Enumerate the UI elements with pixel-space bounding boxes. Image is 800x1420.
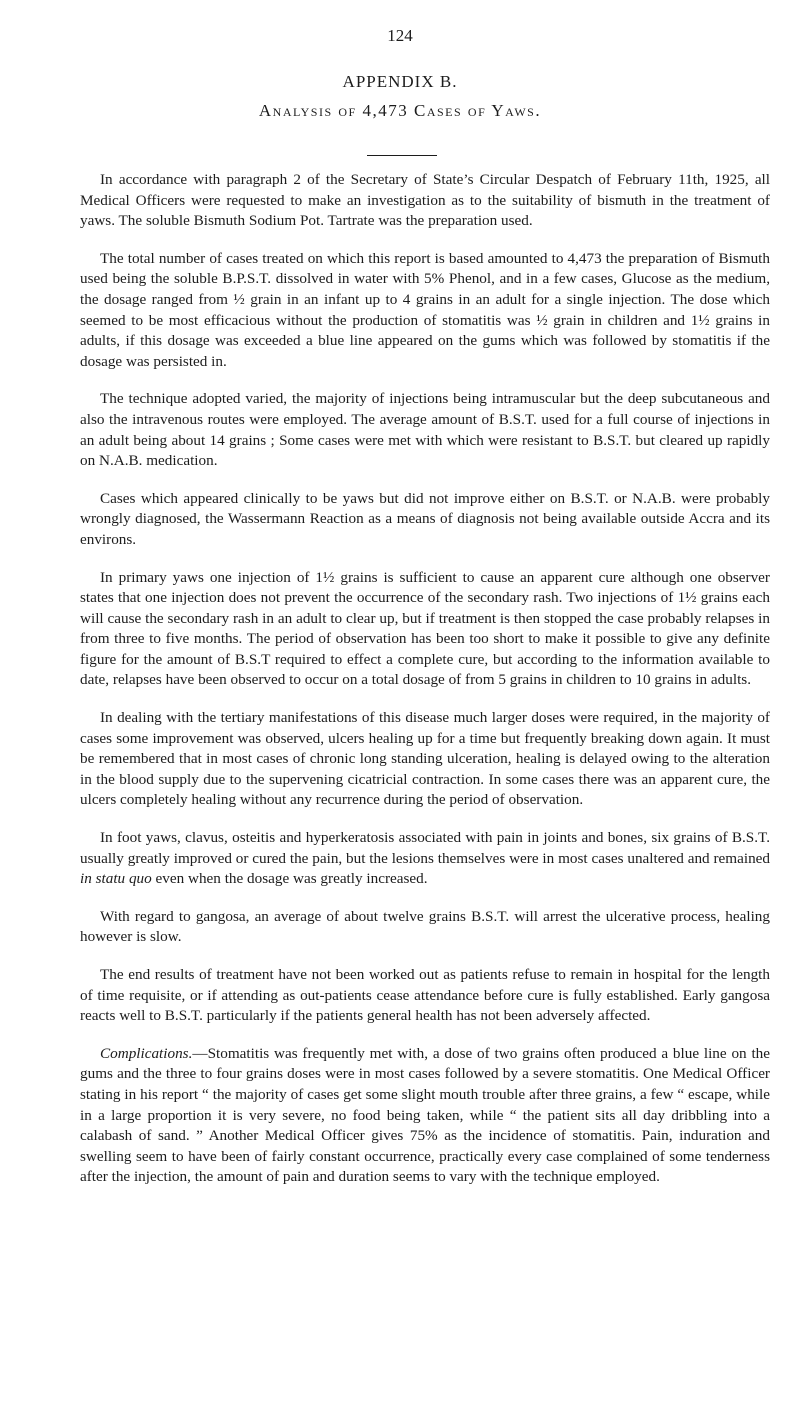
appendix-subheading: Analysis of 4,473 Cases of Yaws. [258,101,542,120]
paragraph-end-results: The end results of treatment have not been worked out as patients refuse to remain in hospital for the length of time requisite, or if attending as out-patients cease attendance before cure is fully established. Early gangosa reacts well to B.S.T. particularly if the patients general health has not been adversely affected. [80,966,770,1025]
paragraph-despatch: In accordance with paragraph 2 of the Secretary of State’s Circular Despatch of February 11th, 1925, all Medical Officers were requested to make an investigation as to the suitability of bismuth in the treatment of yaws. The soluble Bismuth Sodium Pot. Tartrate was the preparation used. [80,171,770,230]
appendix-heading: APPENDIX B. [342,72,458,91]
complications-heading: Complications. [100,1044,193,1062]
paragraph-tertiary: In dealing with the tertiary manifestations of this disease much larger doses were required, in the majority of cases some improvement was observed, ulcers healing up for a time but frequently breaking down again. It must be remembered that in most cases of chronic long standing ulceration, healing is delayed owing to the alteration in the blood supply due to the supervening cicatricial contraction. In some cases there was an apparent cure, the ulcers completely healing without any recurrence during the period of observation. [80,709,770,809]
body-text [80,170,770,1205]
paragraph-total-cases: The total number of cases treated on which this report is based amounted to 4,473 the preparation of Bismuth used being the soluble B.P.S.T. dissolved in water with 5% Phenol, and in a few cases, Glucose as the medium, the dosage ranged from ½ grain in an infant up to 4 grains in an adult for a single injection. The dose which seemed to be most efficacious without the production of stomatitis was ½ grain in children and 1½ grains in adults, if this dosage was exceeded a blue line appeared on the gums which was followed by stomatitis if the dosage was persisted in. [80,249,770,370]
complications-text: —Stomatitis was frequently met with, a dose of two grains often produced a blue line on the gums and the three to four grains doses were in most cases followed by a severe stomatitis. One Medical Officer stating in his report “ the majority of cases get some slight mouth trouble after three grains, a few “ escape, while in a large proportion it is very severe, no food being taken, while “ the patient sits all day dribbling into a calabash of sand. ” Another Medical Officer gives 75% as the incidence of stomatitis. Pain, induration and swelling seem to have been of fairly constant occurrence, practically every case complained of some tenderness after the injection, the amount of pain and duration seems to vary with the technique employed. [80,1044,770,1186]
paragraph-technique: The technique adopted varied, the majority of injections being intramuscular but the deep subcutaneous and also the intravenous routes were employed. The average amount of B.S.T. used for a full course of injections in an adult being about 14 grains ; Some cases were met with which were resistant to B.S.T. but cleared up rapidly on N.A.B. medication. [80,390,770,470]
foot-yaws-text-end: even when the dosage was greatly increased. [151,870,428,888]
statu-quo-phrase: in statu quo [80,870,152,888]
paragraph-foot-yaws [80,828,770,890]
paragraph-gangosa: With regard to gangosa, an average of about twelve grains B.S.T. will arrest the ulcerative process, healing however is slow. [80,907,770,946]
page-number: 124 [387,26,413,45]
heading-rule [367,155,437,156]
paragraph-complications [80,1044,770,1188]
paragraph-primary-yaws: In primary yaws one injection of 1½ grains is sufficient to cause an apparent cure although one observer states that one injection does not prevent the occurrence of the secondary rash. Two injections of 1½ grains each will cause the secondary rash in an adult to clear up, but if treatment is then stopped the case probably relapses in from three to five months. The period of observation has been too short to make it possible to give any definite figure for the amount of B.S.T required to effect a complete cure, but according to the information available to date, relapses have been observed to occur on a total dosage of from 5 grains in children to 10 grains in adults. [80,568,770,689]
paragraph-misdiagnosis: Cases which appeared clinically to be yaws but did not improve either on B.S.T. or N.A.B. were probably wrongly diagnosed, the Wassermann Reaction as a means of diagnosis not being available outside Accra and its environs. [80,489,770,548]
foot-yaws-text-start: In foot yaws, clavus, osteitis and hyperkeratosis associated with pain in joints and bones, six grains of B.S.T. usually greatly improved or cured the pain, but the lesions themselves were in most cases unaltered and remained [80,829,770,867]
